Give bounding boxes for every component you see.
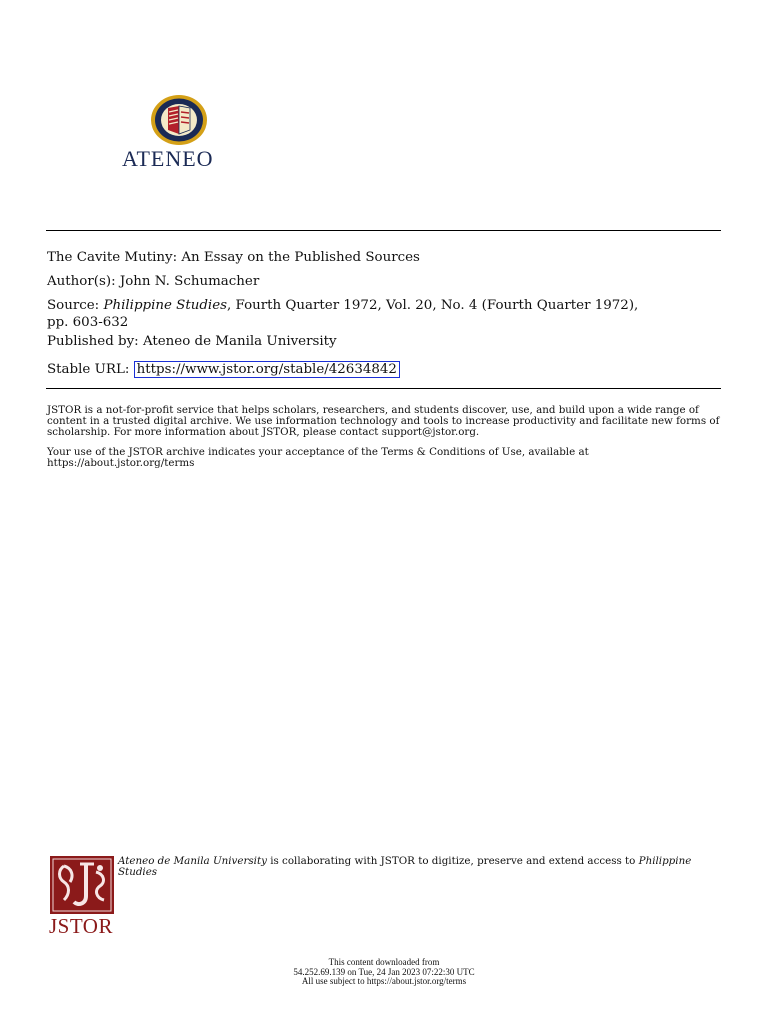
published-by-line <box>47 333 337 350</box>
jstor-logo-icon <box>50 856 114 914</box>
source-journal: Philippine Studies <box>103 298 228 313</box>
collaboration-statement <box>118 856 718 878</box>
terms-notice <box>47 447 727 469</box>
ateneo-seal-icon <box>150 94 208 146</box>
about-jstor-text: JSTOR is a not-for-profit service that helps scholars, researchers, and students discover, use, and build upon a wide range of content in a trusted digital archive. We use information technology and tools to increase productivity and facilitate new forms of scholarship. For more information about JSTOR, please contact support@jstor.org. <box>47 404 720 439</box>
authors-value: John N. Schumacher <box>119 274 260 289</box>
download-footer <box>200 958 568 987</box>
source-label: Source: <box>47 298 100 313</box>
published-by-label: Published by: <box>47 334 139 349</box>
stable-url-label: Stable URL: <box>47 362 130 377</box>
ateneo-wordmark: ATENEO <box>122 146 214 171</box>
jstor-wordmark: JSTOR <box>49 914 113 938</box>
collab-text: is collaborating with JSTOR to digitize, preserve and extend access to <box>266 855 639 867</box>
published-by-value: Ateneo de Manila University <box>142 334 337 349</box>
authors-label: Author(s): <box>47 274 116 289</box>
footer-line-1: This content downloaded from <box>328 957 440 967</box>
stable-url-line <box>47 361 400 378</box>
authors-line <box>47 273 259 290</box>
source-line <box>47 297 638 314</box>
stable-url-link[interactable]: https://www.jstor.org/stable/42634842 <box>134 361 400 378</box>
footer-line-3: All use subject to https://about.jstor.org/terms <box>301 976 467 986</box>
terms-text: Your use of the JSTOR archive indicates your acceptance of the Terms & Conditions of Use, available at https://about.jstor.org/terms <box>47 446 589 470</box>
jstor-notice <box>47 405 727 439</box>
top-divider <box>46 230 721 231</box>
footer-line-2: 54.252.69.139 on Tue, 24 Jan 2023 07:22:30 UTC <box>293 966 475 977</box>
source-pages: pp. 603-632 <box>47 315 129 330</box>
bottom-divider <box>46 388 721 389</box>
source-details: , Fourth Quarter 1972, Vol. 20, No. 4 (Fourth Quarter 1972), <box>227 298 639 313</box>
article-title: The Cavite Mutiny: An Essay on the Published Sources <box>47 250 420 265</box>
collab-journal: Philippine Studies <box>118 855 692 879</box>
collab-partner: Ateneo de Manila University <box>118 855 267 867</box>
